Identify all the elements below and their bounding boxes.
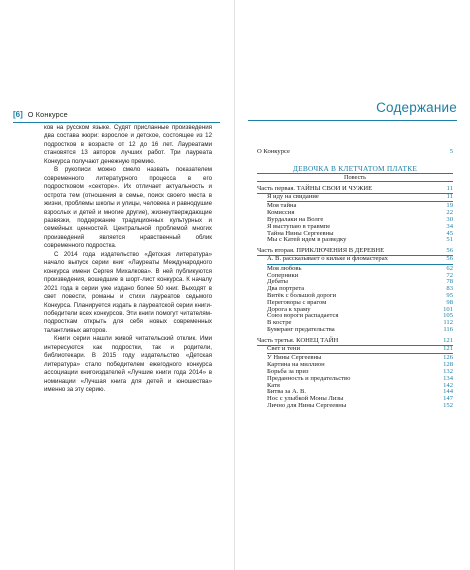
toc-chapter-label: Комиссия [267,209,295,217]
body-text [44,124,212,395]
toc-chapter-label: Бумеранг предательства [267,325,335,333]
toc-chapter-entry[interactable] [257,346,453,353]
toc-chapter-entry[interactable] [257,194,453,201]
toc-part-entry[interactable] [257,186,453,193]
toc-chapter-page: 30 [446,215,453,223]
toc-chapter-label: Союз вороги распадается [267,312,339,320]
toc-chapter-page: 78 [446,278,453,286]
toc-chapter-label: Тайна Нины Сергеевны [267,229,334,237]
toc-part-page: 121 [443,336,453,344]
toc-chapter-label: Моя любовь [267,264,302,272]
right-page [235,0,470,570]
toc-part-entry[interactable] [257,338,453,345]
toc-chapter-page: 116 [443,325,453,333]
toc-chapter-label: Дорога к храму [267,305,311,313]
toc-part-entry[interactable] [257,248,453,255]
toc-chapter-page: 98 [446,298,453,306]
toc-part-page: 56 [446,247,453,255]
book-subtitle: Повесть [343,173,366,181]
toc-chapter-entry[interactable] [257,237,453,244]
toc-chapter-page: 101 [443,305,453,313]
book-title: ДЕВОЧКА В КЛЕТЧАТОМ ПЛАТКЕ [292,163,418,173]
toc-chapter-page: 72 [446,271,453,279]
toc-chapter-page: 19 [446,202,453,210]
toc-chapter-page: 45 [446,229,453,237]
table-of-contents [257,149,453,410]
toc-chapter-label: Я выступаю в травмпе [267,222,331,230]
toc-part-label: Часть первая. ТАЙНЫ СВОИ И ЧУЖИЕ [257,184,373,192]
toc-chapter-label: Борьба за приз [267,367,309,375]
toc-chapter-page: 147 [443,395,453,403]
book-subtitle-rule [257,181,453,182]
paragraph: В рукописи можно смело назвать показателем современного литературного процесса в его подростковом «секторе». Их отличает актуальность и острота тем (отношения в семье, поиск своего места в жизни, проблемы школы и улицы, человека и равнодушие взрослых и детей и многие другие), жизнеутверждающие развязки, поддержание традиционных культурных и семейных ценностей. Центральной проблемой многих произведений является нравственный облик современного подростка. [44,166,212,250]
toc-chapter-page: 105 [443,312,453,320]
toc-parts [257,186,453,410]
toc-chapter-page: 142 [443,381,453,389]
running-head-rule [13,122,220,123]
toc-chapter-label: Два портрета [267,285,305,293]
toc-chapter-entry[interactable] [257,327,453,334]
toc-chapter-page: 22 [446,209,453,217]
toc-entry-page: 5 [449,148,453,155]
toc-chapter-page: 144 [443,388,453,396]
toc-chapter-label: Мы с Катей идем в разведку [267,236,347,244]
paragraph: С 2014 года издательство «Детская литература» начало выпуск серии книг «Лауреаты Международного конкурса имени Сергея Михалкова». В ней публикуются произведения, вошедшие в шорт-лист конкурса. К началу 2021 года в серии уже издано более 50 книг. Выходят в свет повести, романы и стихи лауреатов седьмого Конкурса. Планируется издать в лауреатской серии книги-победители всех конкурсов. Эти книги помогут читателям-подросткам открыть для себя новых современных талантливых авторов. [44,250,212,334]
toc-chapter-label: Катя [267,381,280,389]
toc-chapter-page: 128 [443,361,453,369]
toc-chapter-page: 121 [443,344,453,352]
toc-part-label: Часть вторая. ПРИКЛЮЧЕНИЯ В ДЕРЕВНЕ [257,247,385,255]
toc-chapter-page: 134 [443,374,453,382]
toc-chapter-label: Дебаты [267,278,288,286]
toc-chapter-page: 11 [446,192,453,200]
toc-chapter-label: Моя тайна [267,202,297,210]
toc-chapter-label: Витёк с большой дороги [267,291,337,299]
left-page [0,0,234,570]
toc-chapter-page: 62 [446,264,453,272]
toc-chapter-page: 51 [446,236,453,244]
toc-chapter-entry[interactable] [257,376,453,383]
toc-part-page: 11 [446,184,453,192]
toc-chapter-entry[interactable] [257,403,453,410]
toc-title-rule [248,120,457,121]
toc-chapter-label: Я иду на свидание [267,192,319,200]
toc-chapter-label: Переговоры с врагом [267,298,327,306]
toc-part-label: Часть третья. КОНЕЦ ТАЙН [257,336,339,344]
toc-chapter-page: 126 [443,354,453,362]
toc-chapter-label: Соперники [267,271,299,279]
toc-chapter-label: В костре [267,319,292,327]
toc-chapter-entry[interactable] [257,256,453,263]
page-number: [6] [13,109,23,119]
toc-chapter-page: 132 [443,367,453,375]
toc-chapter-label: Свет и тени [267,344,300,352]
toc-chapter-page: 83 [446,285,453,293]
toc-chapter-page: 112 [443,319,453,327]
running-head-title: О Конкурсе [27,109,68,119]
toc-chapter-label: Лично для Нины Сергеевны [267,401,347,409]
running-head [13,107,220,121]
paragraph: ков на русском языке. Судят присланные произведения два состава жюри: взрослое и детское, состоящее из 12 подростков в возрасте от 12 до 16 лет. Лауреатами становятся 13 авторов лучших работ. Три лауреата Конкурса получают денежную премию. [44,124,212,165]
toc-chapter-page: 152 [443,401,453,409]
toc-title: Содержание [376,100,457,115]
toc-chapter-label: Картина на миллион [267,361,325,369]
toc-chapter-label: Вурдалаки на Волге [267,215,324,223]
paragraph: Книги серии нашли живой читательский отклик. Ими интересуются как подростки, так и родители, библиотекари. В 2015 году издательство «Детская литература» стало победителем ежегодного конкурса ассоциации книгоиздателей «Лучшие книги года 2014» в номинации «Лучшая книга для детей и юношества» именно за эту серию. [44,335,212,394]
toc-chapter-label: Преданность и предательство [267,374,351,382]
toc-chapter-label: Битва за А. В. [267,388,307,396]
toc-intro-entry[interactable] [257,149,453,156]
toc-chapter-label: У Нины Сергеевны [267,354,322,362]
toc-chapter-page: 95 [446,291,453,299]
toc-chapter-label: А. В. рассказывает о кильке и фломастерах [267,254,388,262]
toc-chapter-page: 56 [446,254,453,262]
toc-chapter-label: Нос с улыбкой Моны Лизы [267,395,344,403]
toc-chapter-page: 34 [446,222,453,230]
toc-entry-label: О Конкурсе [257,148,290,155]
